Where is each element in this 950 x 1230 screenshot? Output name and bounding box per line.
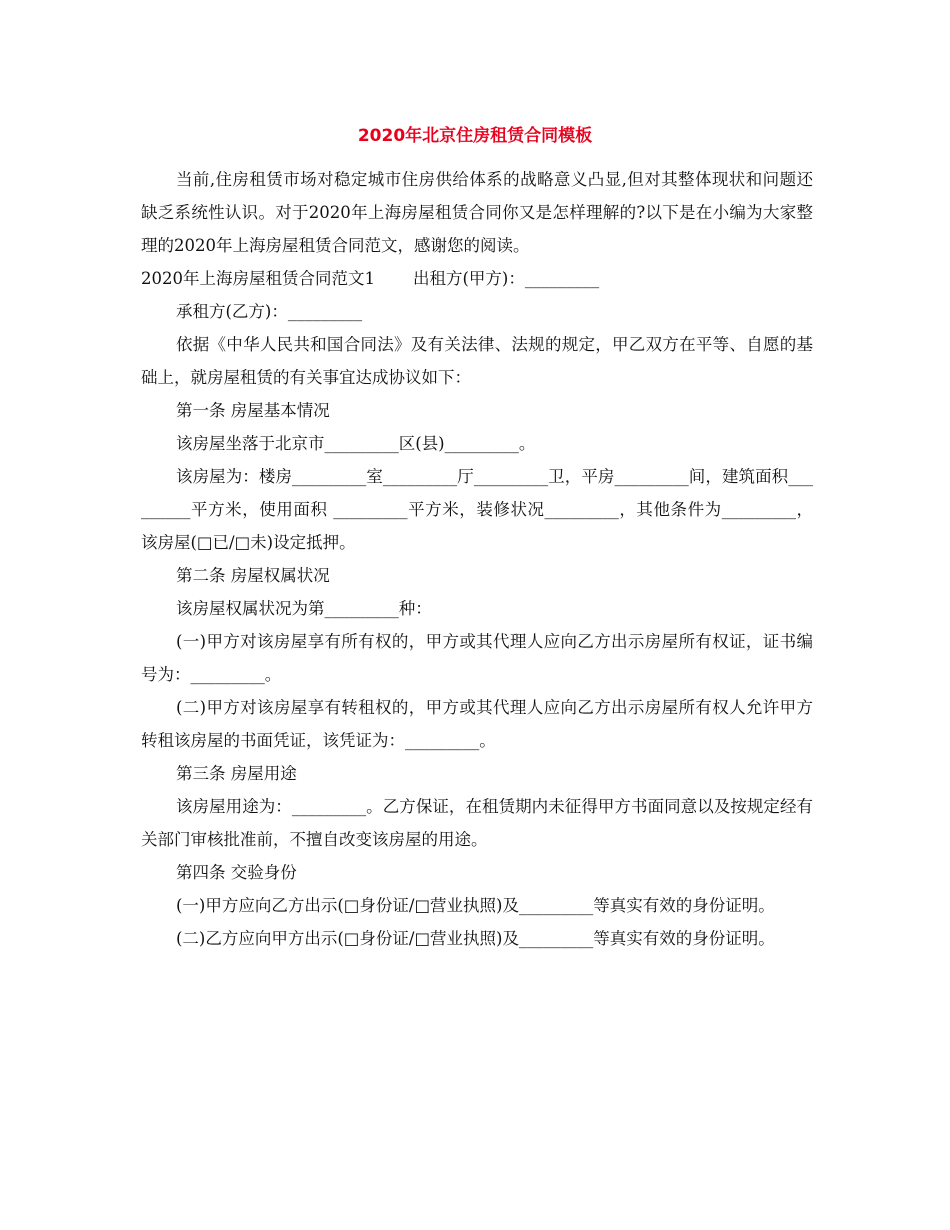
intro-paragraph: 当前,住房租赁市场对稳定城市住房供给体系的战略意义凸显,但对其整体现状和问题还缺乏系统性认识。对于2020年上海房屋租赁合同你又是怎样理解的?以下是在小编为大家整理的2020年上海房屋租赁合同范文，感谢您的阅读。 [141, 170, 813, 255]
sample-heading: 2020年上海房屋租赁合同范文1 [141, 269, 375, 288]
usage-paragraph: 该房屋用途为：_________。乙方保证，在租赁期内未征得甲方书面同意以及按规定经有关部门审核批准前，不擅自改变该房屋的用途。 [141, 797, 813, 849]
legal-basis-paragraph: 依据《中华人民共和国合同法》及有关法律、法规的规定，甲乙双方在平等、自愿的基础上，就房屋租赁的有关事宜达成协议如下： [141, 335, 813, 387]
document-body [141, 163, 813, 955]
document-title: 2020年北京住房租赁合同模板 [357, 126, 593, 146]
lessee-field: 承租方(乙方)：_________ [176, 302, 363, 321]
identity-clause-1: (一)甲方应向乙方出示(□身份证/□营业执照)及_________等真实有效的身份证明。 [176, 896, 775, 915]
lessor-field: 出租方(甲方)：_________ [413, 269, 600, 288]
ownership-type-paragraph: 该房屋权属状况为第_________种： [176, 599, 432, 618]
ownership-clause-1: (一)甲方对该房屋享有所有权的，甲方或其代理人应向乙方出示房屋所有权证，证书编号为：_________。 [141, 632, 813, 684]
article-1-heading: 第一条 房屋基本情况 [176, 401, 330, 420]
article-4-heading: 第四条 交验身份 [176, 863, 297, 882]
article-3-heading: 第三条 房屋用途 [176, 764, 297, 783]
property-location-paragraph: 该房屋坐落于北京市_________区(县)_________。 [176, 434, 536, 453]
contract-header-line [141, 262, 813, 295]
identity-clause-2: (二)乙方应向甲方出示(□身份证/□营业执照)及_________等真实有效的身份证明。 [176, 929, 775, 948]
article-2-heading: 第二条 房屋权属状况 [176, 566, 330, 585]
ownership-clause-2: (二)甲方对该房屋享有转租权的，甲方或其代理人应向乙方出示房屋所有权人允许甲方转租该房屋的书面凭证，该凭证为：_________。 [141, 698, 813, 750]
property-details-paragraph: 该房屋为：楼房_________室_________厅_________卫，平房_________间，建筑面积_________平方米，使用面积 _________平方米，装修状况_________，其他条件为_________，该房屋(□已/□未)设定抵押。 [141, 467, 813, 552]
